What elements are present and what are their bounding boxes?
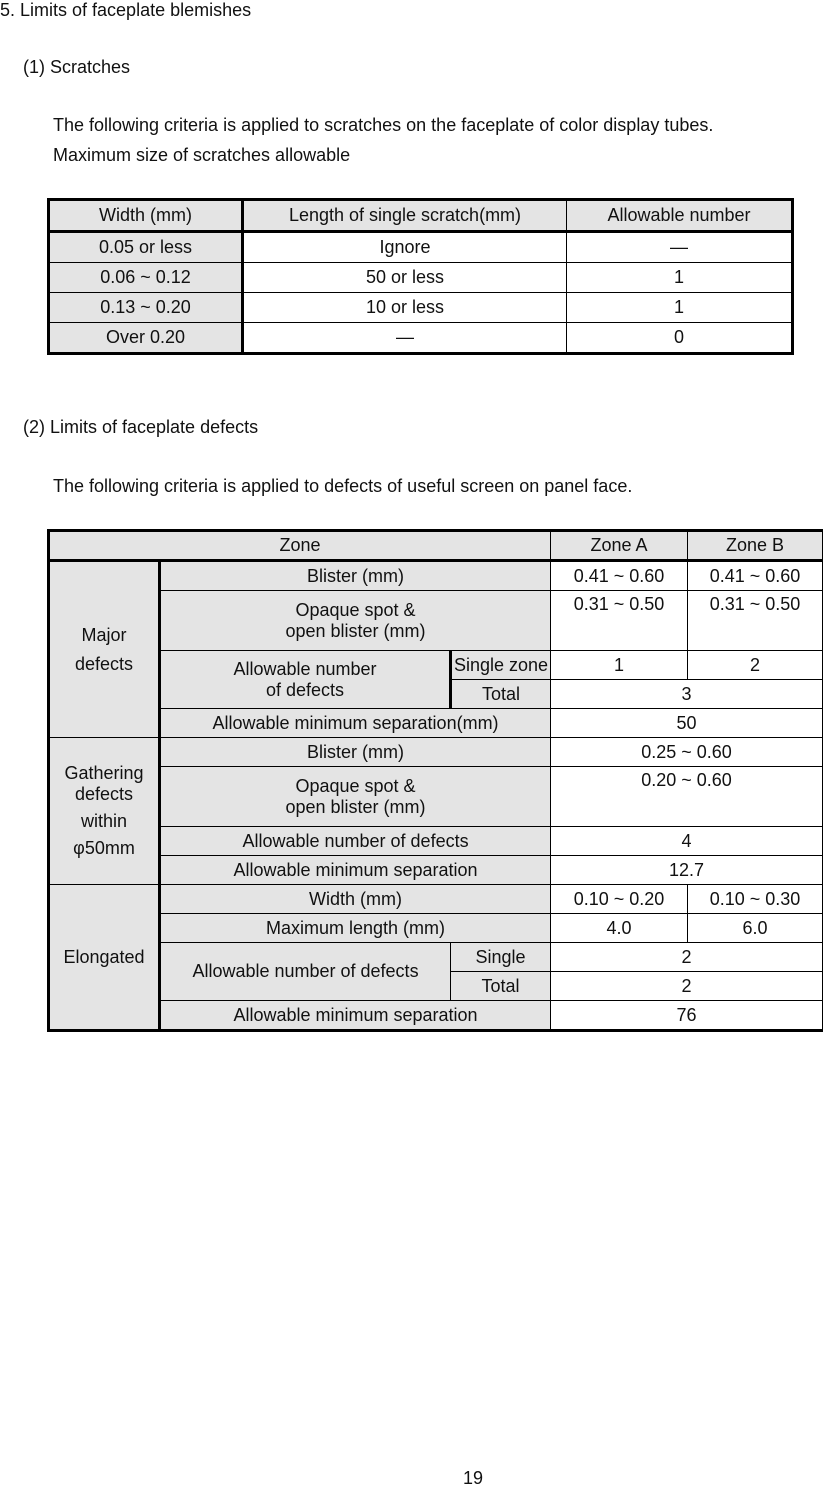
- table-row: [49, 1001, 823, 1031]
- table-cell: —: [567, 232, 793, 263]
- label-line: of defects: [161, 680, 449, 701]
- page-number: 19: [0, 1468, 823, 1489]
- table-cell: 1: [567, 263, 793, 293]
- label-line: open blister (mm): [161, 621, 550, 642]
- table-cell: 0.31 ~ 0.50: [688, 591, 823, 651]
- table-row: [49, 943, 823, 972]
- row-label: Maximum length (mm): [160, 914, 551, 943]
- row-label: [160, 591, 551, 651]
- defects-intro: The following criteria is applied to defects of useful screen on panel face.: [53, 476, 632, 497]
- row-label: Single: [451, 943, 551, 972]
- column-header: Width (mm): [49, 200, 243, 232]
- row-label: Allowable number of defects: [160, 827, 551, 856]
- gathering-defects-group: [49, 738, 160, 885]
- table-cell: 50: [551, 709, 823, 738]
- table-cell: 2: [551, 972, 823, 1001]
- table-row: [49, 885, 823, 914]
- table-cell: 0.25 ~ 0.60: [551, 738, 823, 767]
- table-cell: 4.0: [551, 914, 688, 943]
- table-row: [49, 651, 823, 680]
- table-cell: 2: [688, 651, 823, 680]
- scratches-subtitle: Maximum size of scratches allowable: [53, 145, 350, 166]
- group-label: Gathering: [50, 763, 158, 784]
- zone-a-header: Zone A: [551, 531, 688, 561]
- table-row: [49, 856, 823, 885]
- table-cell: 0.31 ~ 0.50: [551, 591, 688, 651]
- table-row: [49, 263, 793, 293]
- table-row: [49, 293, 793, 323]
- table-cell: —: [243, 323, 567, 354]
- table-row: [49, 827, 823, 856]
- row-label: Allowable minimum separation(mm): [160, 709, 551, 738]
- defects-table: [47, 529, 823, 1032]
- scratches-heading: (1) Scratches: [23, 57, 130, 78]
- table-cell: 0.06 ~ 0.12: [49, 263, 243, 293]
- table-cell: 0.05 or less: [49, 232, 243, 263]
- group-label: φ50mm: [50, 838, 158, 859]
- table-cell: 0.41 ~ 0.60: [551, 561, 688, 591]
- table-cell: 6.0: [688, 914, 823, 943]
- row-label: Allowable minimum separation: [160, 1001, 551, 1031]
- group-label: defects: [50, 784, 158, 805]
- group-label: within: [50, 811, 158, 832]
- table-cell: 50 or less: [243, 263, 567, 293]
- table-cell: 12.7: [551, 856, 823, 885]
- table-row: [49, 914, 823, 943]
- table-cell: Over 0.20: [49, 323, 243, 354]
- scratches-intro: The following criteria is applied to scratches on the faceplate of color display tubes.: [53, 115, 713, 136]
- row-label: Blister (mm): [160, 738, 551, 767]
- label-line: open blister (mm): [161, 797, 550, 818]
- zone-header: Zone: [49, 531, 551, 561]
- label-line: Opaque spot &: [161, 600, 550, 621]
- table-cell: 0.13 ~ 0.20: [49, 293, 243, 323]
- table-row: [49, 232, 793, 263]
- table-row: [49, 709, 823, 738]
- table-cell: 3: [551, 680, 823, 709]
- row-label: Total: [451, 680, 551, 709]
- row-label: Width (mm): [160, 885, 551, 914]
- elongated-group: Elongated: [49, 885, 160, 1031]
- table-row: [49, 591, 823, 651]
- table-cell: 0.20 ~ 0.60: [551, 767, 823, 827]
- row-label: Single zone: [451, 651, 551, 680]
- table-cell: 4: [551, 827, 823, 856]
- column-header: Length of single scratch(mm): [243, 200, 567, 232]
- table-cell: 1: [567, 293, 793, 323]
- table-row: [49, 561, 823, 591]
- row-label: Allowable number of defects: [160, 943, 451, 1001]
- table-cell: 0.10 ~ 0.20: [551, 885, 688, 914]
- label-line: Opaque spot &: [161, 776, 550, 797]
- table-row: [49, 767, 823, 827]
- row-label: Total: [451, 972, 551, 1001]
- section-title: 5. Limits of faceplate blemishes: [0, 0, 251, 21]
- table-cell: 76: [551, 1001, 823, 1031]
- row-label: [160, 767, 551, 827]
- table-header-row: [49, 200, 793, 232]
- table-cell: 1: [551, 651, 688, 680]
- table-cell: 0.10 ~ 0.30: [688, 885, 823, 914]
- table-cell: Ignore: [243, 232, 567, 263]
- table-cell: 0.41 ~ 0.60: [688, 561, 823, 591]
- major-defects-group: [49, 561, 160, 738]
- column-header: Allowable number: [567, 200, 793, 232]
- row-label: Allowable minimum separation: [160, 856, 551, 885]
- table-row: [49, 738, 823, 767]
- label-line: Allowable number: [161, 659, 449, 680]
- table-cell: 10 or less: [243, 293, 567, 323]
- table-row: [49, 323, 793, 354]
- zone-header-row: [49, 531, 823, 561]
- table-cell: 2: [551, 943, 823, 972]
- table-cell: 0: [567, 323, 793, 354]
- row-label: [160, 651, 451, 709]
- group-label: defects: [50, 654, 158, 675]
- row-label: Blister (mm): [160, 561, 551, 591]
- scratches-table: [47, 198, 794, 355]
- zone-b-header: Zone B: [688, 531, 823, 561]
- group-label: Major: [50, 625, 158, 646]
- defects-heading: (2) Limits of faceplate defects: [23, 417, 258, 438]
